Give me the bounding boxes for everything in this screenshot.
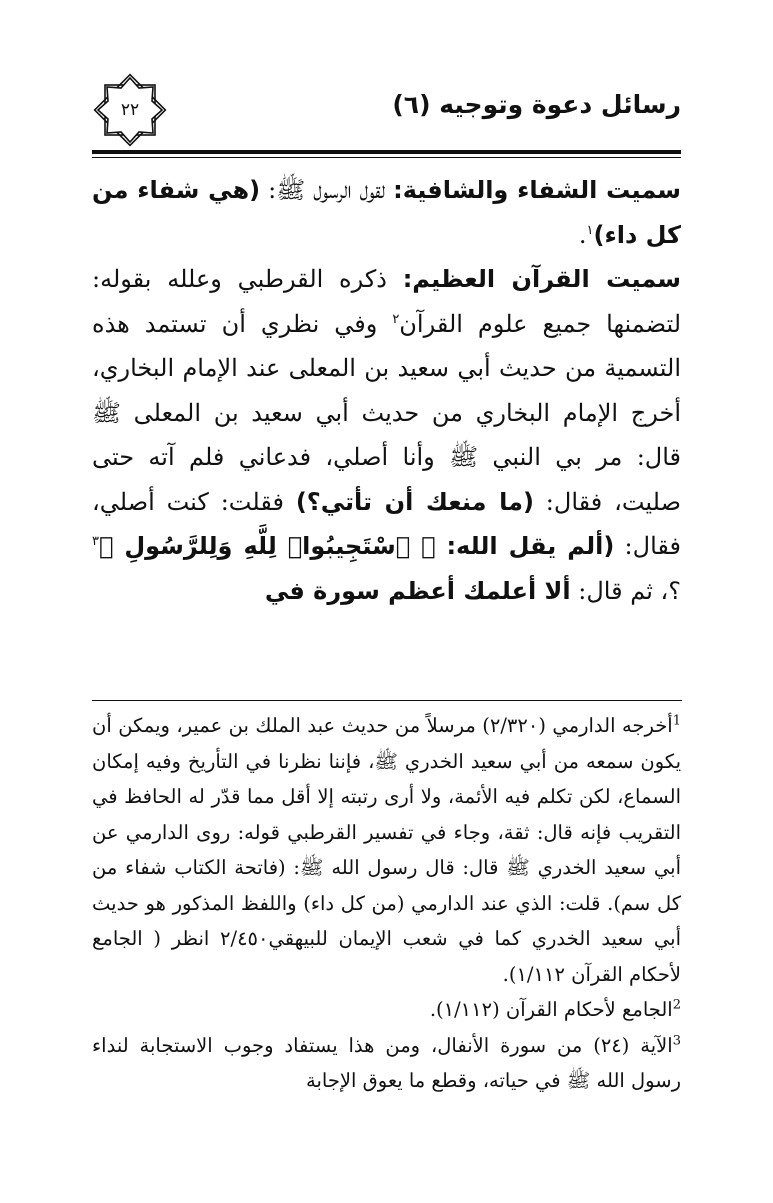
text-span: ذكره القرطبي وعلله بقوله: لتضمنها جميع علوم القرآن bbox=[92, 265, 682, 338]
text-span: وفي نظري أن تستمد هذه التسمية من حديث أبي سعيد بن المعلى عند الإمام البخاري، أخرج الإمام البخاري من حديث أبي سعيد بن المعلى ﷺ قال: مر بي النبي ﷺ وأنا أصلي، فدعاني فلم آته حتى صليت، فقال: bbox=[92, 309, 681, 516]
heading-shifa: سميت الشفاء والشافية: bbox=[393, 176, 682, 204]
footnote-text: أخرجه الدارمي (٢/٣٢٠) مرسلاً من حديث عبد الملك بن عمير، ويمكن أن يكون سمعه من أبي سعيد الخدري ﷺ، فإننا نظرنا في التأريخ وفيه إمكان السماع، لكن تكلم فيه الأئمة، ولا أرى رتبته إلا أقل مما قدّر له الحافظ في التقريب فإنه قال: ثقة، وجاء في تفسير القرطبي قوله: روى الدارمي عن أبي سعيد الخدري ﷺ قال: قال رسول الله ﷺ: (فاتحة الكتاب شفاء من كل سم). قلت: الذي عند الدارمي (من كل داء) واللفظ المذكور هو حديث أبي سعيد الخدري كما في شعب الإيمان للبيهقي٢/٤٥٠ انظر ( الجامع لأحكام القرآن ١/١١٢). bbox=[92, 714, 681, 986]
paragraph-shifa bbox=[92, 168, 681, 257]
paragraph-quran-azim bbox=[92, 257, 681, 613]
footnote-number: 1 bbox=[672, 713, 682, 729]
quran-verse-quote: (ألم يقل الله: ﴿ ٱسْتَجِيبُوا۟ لِلَّهِ وَلِلرَّسُولِ ﴾ bbox=[98, 532, 615, 560]
footnote-separator bbox=[92, 700, 682, 701]
header-rule-thick bbox=[92, 150, 681, 154]
hadith-quote: (ما منعك أن تأتي؟) bbox=[295, 487, 534, 516]
footnote-text: الآية (٢٤) من سورة الأنفال، ومن هذا يستفاد وجوب الاستجابة لنداء رسول الله ﷺ في حياته، وقطع ما يعوق الإجابة bbox=[92, 1033, 681, 1092]
footnote-number: 3 bbox=[672, 1033, 681, 1048]
text-span: ؟، ثم قال: bbox=[570, 576, 681, 605]
text-span: لقول الرسول ﷺ: bbox=[260, 176, 394, 204]
header-rule-thin bbox=[92, 157, 681, 158]
page-number-badge bbox=[92, 72, 168, 148]
running-header-title: رسائل دعوة وتوجيه (٦) bbox=[392, 90, 681, 119]
footnote-1 bbox=[92, 708, 681, 992]
page-number: ٢٢ bbox=[120, 100, 140, 120]
footnote-ref-2[interactable]: ٢ bbox=[392, 311, 400, 327]
footnotes bbox=[92, 708, 681, 1099]
footnote-3 bbox=[92, 1028, 681, 1099]
footnote-text: الجامع لأحكام القرآن (١/١١٢). bbox=[429, 998, 673, 1021]
main-text bbox=[92, 168, 681, 613]
footnote-ref-3[interactable]: ٣ bbox=[92, 534, 99, 549]
text-span: . bbox=[578, 220, 587, 249]
text-span: فقلت: كنت أصلي، فقال: bbox=[92, 487, 681, 560]
heading-quran-azim: سميت القرآن العظيم: bbox=[402, 265, 682, 293]
footnote-ref-1[interactable]: ١ bbox=[586, 222, 594, 238]
footnote-number: 2 bbox=[672, 997, 681, 1013]
hadith-quote: (هي شفاء من كل داء) bbox=[92, 176, 681, 249]
hadith-quote: ألا أعلمك أعظم سورة في bbox=[264, 576, 571, 605]
footnote-2 bbox=[92, 992, 681, 1028]
